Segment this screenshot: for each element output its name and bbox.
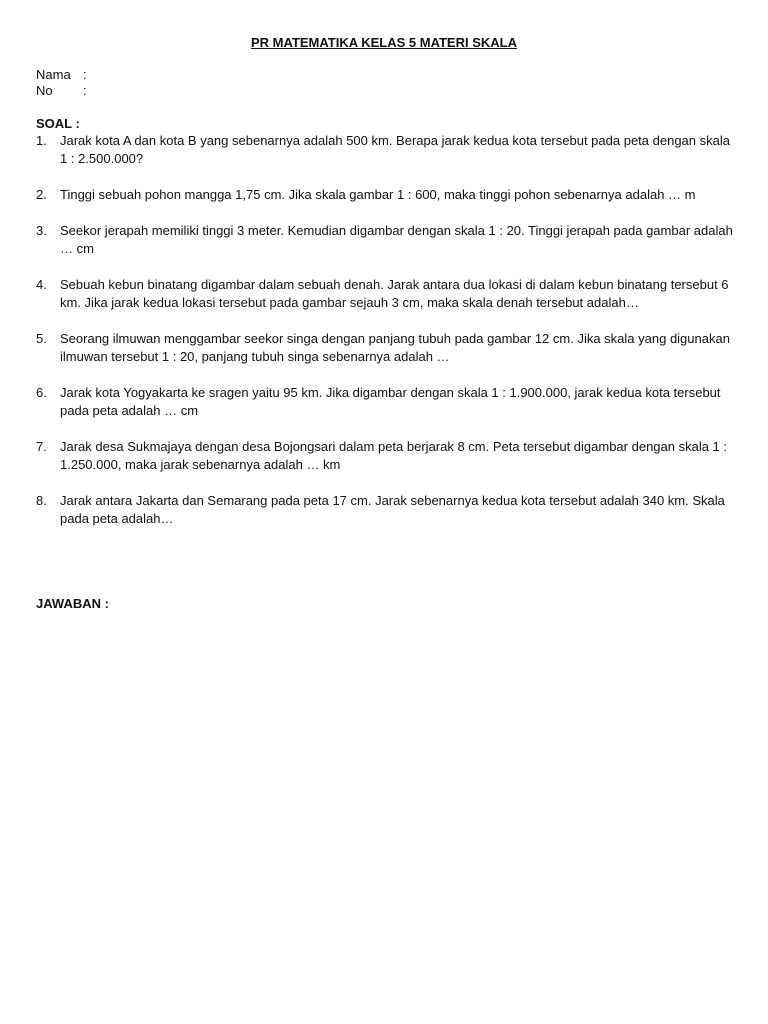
- question-number: 6.: [36, 385, 47, 400]
- question-item: [36, 222, 736, 258]
- question-item: [36, 330, 736, 366]
- soal-heading: SOAL :: [36, 116, 80, 131]
- identity-label: No: [36, 83, 53, 98]
- identity-block: [36, 67, 87, 99]
- question-number: 1.: [36, 133, 47, 148]
- question-item: [36, 492, 736, 528]
- question-item: [36, 276, 736, 312]
- identity-row-nama: [36, 67, 87, 83]
- question-text: Sebuah kebun binatang digambar dalam sebuah denah. Jarak antara dua lokasi di dalam kebun binatang tersebut 6 km. Jika jarak kedua lokasi tersebut pada gambar sejauh 3 cm, maka skala denah tersebut adalah…: [60, 277, 729, 310]
- question-number: 2.: [36, 187, 47, 202]
- question-text: Seorang ilmuwan menggambar seekor singa dengan panjang tubuh pada gambar 12 cm. Jika skala yang digunakan ilmuwan tersebut 1 : 20, panjang tubuh singa sebenarnya adalah …: [60, 331, 730, 364]
- identity-label: Nama: [36, 67, 71, 82]
- question-text: Jarak antara Jakarta dan Semarang pada peta 17 cm. Jarak sebenarnya kedua kota tersebut adalah 340 km. Skala pada peta adalah…: [60, 493, 725, 526]
- page-title: PR MATEMATIKA KELAS 5 MATERI SKALA: [250, 35, 517, 50]
- identity-separator: :: [83, 67, 87, 82]
- question-list: [36, 132, 736, 546]
- question-item: [36, 132, 736, 168]
- question-number: 4.: [36, 277, 47, 292]
- jawaban-heading: JAWABAN :: [36, 596, 109, 611]
- question-text: Tinggi sebuah pohon mangga 1,75 cm. Jika skala gambar 1 : 600, maka tinggi pohon sebenarnya adalah … m: [60, 187, 696, 202]
- question-item: [36, 186, 736, 204]
- question-text: Jarak desa Sukmajaya dengan desa Bojongsari dalam peta berjarak 8 cm. Peta tersebut digambar dengan skala 1 : 1.250.000, maka jarak sebenarnya adalah … km: [60, 439, 728, 472]
- question-number: 3.: [36, 223, 47, 238]
- identity-separator: :: [83, 83, 87, 98]
- question-text: Seekor jerapah memiliki tinggi 3 meter. Kemudian digambar dengan skala 1 : 20. Tinggi jerapah pada gambar adalah … cm: [60, 223, 733, 256]
- question-item: [36, 438, 736, 474]
- question-number: 8.: [36, 493, 47, 508]
- identity-row-no: [36, 83, 87, 99]
- question-number: 5.: [36, 331, 47, 346]
- question-item: [36, 384, 736, 420]
- question-text: Jarak kota A dan kota B yang sebenarnya adalah 500 km. Berapa jarak kedua kota tersebut pada peta dengan skala 1 : 2.500.000?: [60, 133, 730, 166]
- question-number: 7.: [36, 439, 47, 454]
- question-text: Jarak kota Yogyakarta ke sragen yaitu 95 km. Jika digambar dengan skala 1 : 1.900.000, jarak kedua kota tersebut pada peta adalah … cm: [60, 385, 721, 418]
